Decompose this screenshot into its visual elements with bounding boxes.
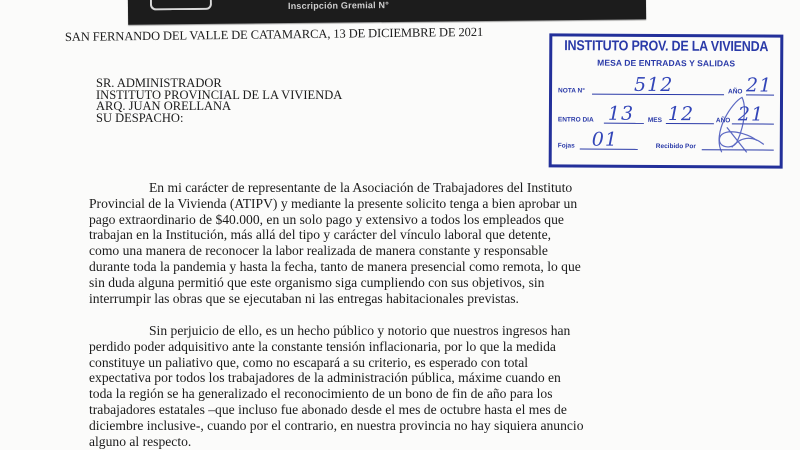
nota-value: 512 [634,73,674,97]
entro-dia-label: ENTRO DIA [557,116,594,124]
paragraph-request [89,180,729,306]
recipient-block [96,78,342,124]
paragraph-line: diciembre inclusive-, cuando por el contrario, en nuestra provincia no hay siquiera anuncio [89,417,584,433]
mes-label: MES [647,116,663,124]
dia-value: 13 [607,102,635,125]
paragraph-line: interrumpir las obras que se ejecutaban ni las entregas habitacionales previstas. [89,290,519,306]
stamp-title: INSTITUTO PROV. DE LA VIVIENDA [564,37,769,55]
paragraph-line: trabajan en la Institución, más allá del tipo y carácter del vínculo laboral que detente, [89,227,552,243]
anio2-value: 21 [737,103,765,126]
letterhead-banner [128,0,646,25]
paragraph-line: alguno al respecto. [89,433,192,449]
paragraph-line: perdido poder adquisitivo ante la constante tensión inflacionaria, por lo que la medida [89,338,556,354]
paragraph-justification [89,323,729,449]
dateline: SAN FERNANDO DEL VALLE DE CATAMARCA, 13 DE DICIEMBRE DE 2021 [64,24,484,44]
paragraph-line: pago extraordinario de $40.000, en un solo pago y extensivo a todos los empleados que [89,211,564,227]
paragraph-line: trabajadores estatales –que incluso fue abonado desde el mes de octubre hasta el mes de [89,401,567,417]
paragraph-line: expectativa por todos los trabajadores de la administración pública, máxime cuando en [89,370,561,386]
paragraph-line: toda la región se ha generalizado el reconocimiento de un bono de fin de año para los [89,386,553,402]
anio-label: AÑO [728,88,743,96]
recipient-salutation: SU DESPACHO: [96,110,184,125]
paragraph-line: como una manera de reconocer la labor realizada de manera constante y responsable [89,243,548,259]
reception-stamp [549,33,784,168]
nota-label: NOTA N° [558,87,585,95]
signature-scribble-icon [702,92,772,162]
paragraph-line: Sin perjuicio de ello, es un hecho público y notorio que nuestros ingresos han [149,323,571,338]
paragraph-line: sin duda alguna permitió que este organismo siga cumpliendo con sus objetivos, sin [89,274,545,290]
letterhead-registration-text: Inscripción Gremial N° [287,0,390,12]
fojas-label: Fojas [557,142,575,150]
recibido-label: Recibido Por [655,142,696,151]
fojas-value: 01 [591,128,619,151]
anio2-label: AÑO [715,117,731,125]
recipient-institution: INSTITUTO PROVINCIAL DE LA VIVIENDA [96,87,343,102]
stamp-subtitle: MESA DE ENTRADAS Y SALIDAS [597,57,736,69]
paragraph-line: Provincial de la Vivienda (ATIPV) y mediante la presente solicito tenga a bien aprobar un [89,195,578,211]
letterhead-logo-frame [150,0,212,10]
paragraph-line: En mi carácter de representante de la Asociación de Trabajadores del Instituto [149,180,573,195]
anio-value: 21 [746,74,773,97]
recipient-title: SR. ADMINISTRADOR [96,76,222,90]
paragraph-line: constituye un paliativo que, como no escapará a su criterio, es esperado con total [89,354,529,370]
recipient-name: ARQ. JUAN ORELLANA [96,99,232,113]
paragraph-line: durante toda la pandemia y hasta la fecha, tanto de manera presencial como remota, lo que [89,258,581,274]
mes-value: 12 [667,103,695,126]
